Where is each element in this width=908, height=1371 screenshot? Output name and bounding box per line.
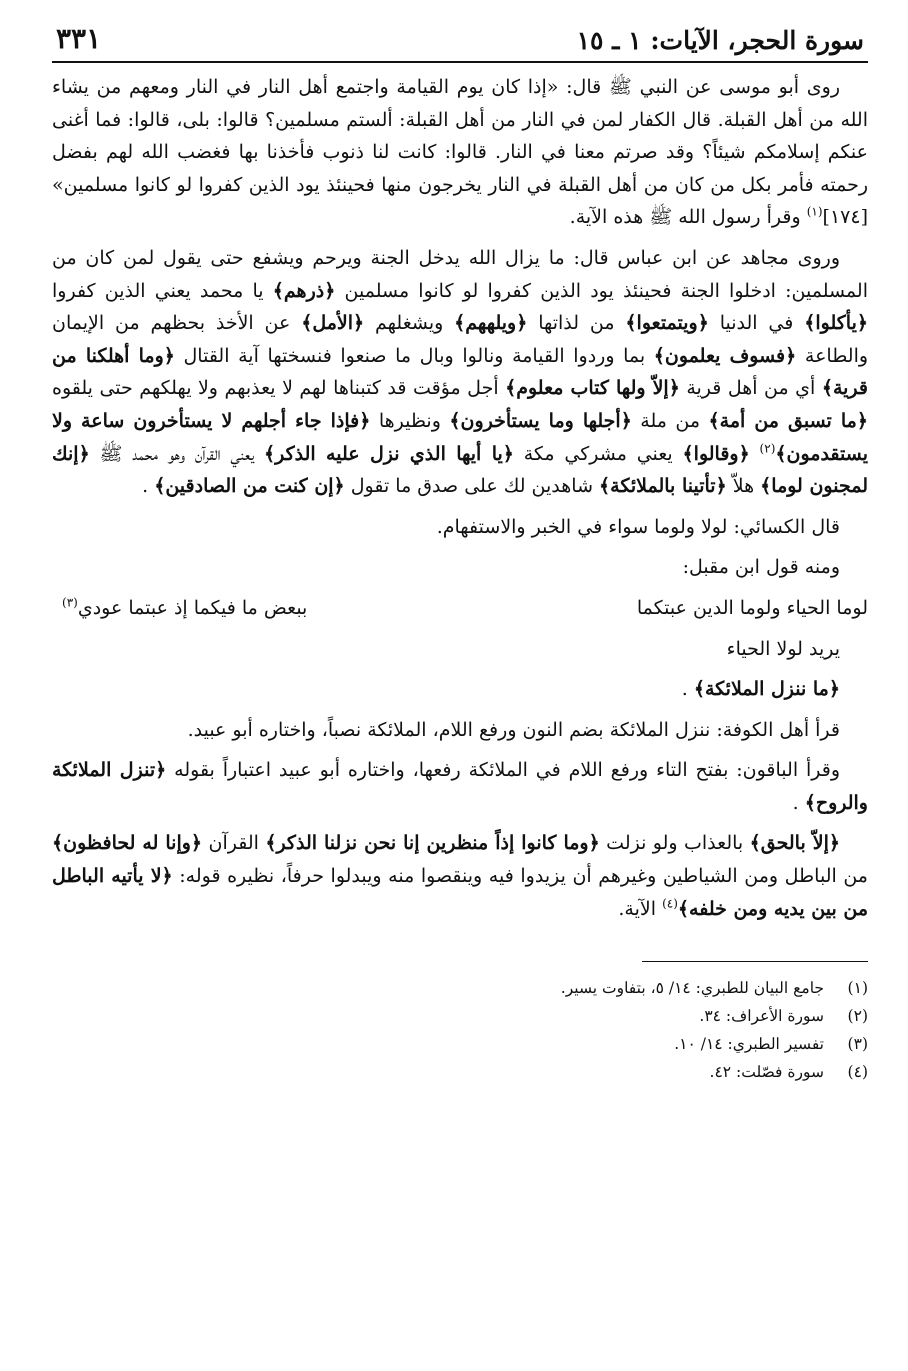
footnote-ref-3: (٣) <box>62 595 78 610</box>
text-run: . <box>142 475 155 498</box>
paragraph-8-text: وقرأ الباقون: بفتح التاء ورفع اللام في الملائكة رفعها، واختاره أبو عبيد اعتباراً بقوله <box>174 759 841 782</box>
footnotes <box>52 974 868 1086</box>
footnote-separator <box>642 961 868 962</box>
footnote-number: (٤) <box>847 1063 868 1082</box>
quran-quote: ﴿إن كنت من الصادقين﴾ <box>154 475 345 498</box>
paragraph-4: ومنه قول ابن مقبل: <box>682 556 840 579</box>
text-run: يعني القرآن وهو محمد ﷺ <box>89 442 264 465</box>
page-number: ٣٣١ <box>56 22 102 55</box>
text-run <box>750 443 760 465</box>
verse-second-hemistich: ببعض ما فيكما إذ عبتما عودي <box>77 596 308 619</box>
text-run: ونظيرها <box>370 409 450 432</box>
quran-quote: ﴿وما أهلكنا من قرية﴾ <box>52 344 868 400</box>
paragraph-6-end: . <box>681 678 694 701</box>
quran-quote: ﴿إلاّ بالحق﴾ <box>749 832 840 855</box>
quran-quote: ﴿وقالوا﴾ <box>682 442 750 465</box>
text-run: يعني مشركي مكة <box>513 442 683 465</box>
quran-quote: ﴿فسوف يعلمون﴾ <box>653 344 797 367</box>
quran-quote: ﴿يا أيها الذي نزل عليه الذكر﴾ <box>263 442 514 465</box>
quran-quote: ﴿يأكلوا﴾ <box>804 312 868 335</box>
text-run: ويشغلهم <box>364 312 455 335</box>
quran-quote: ﴿تأتينا بالملائكة﴾ <box>599 475 727 498</box>
footnote-number: (٣) <box>847 1035 868 1054</box>
paragraph-8-end: . <box>792 791 805 814</box>
footnote-ref-1: (١) <box>806 205 823 220</box>
header-title: سورة الحجر، الآيات: ١ ـ ١٥ <box>576 26 864 55</box>
footnote-ref: (٤) <box>662 896 678 911</box>
quran-quote: ﴿تنزل الملائكة والروح﴾ <box>52 759 868 814</box>
text-run: عن الأخذ بحظهم من الإيمان والطاعة <box>52 312 869 367</box>
paragraph-6 <box>52 673 868 706</box>
quran-quote: ﴿وإنا له لحافظون﴾ <box>52 832 203 855</box>
quran-quote: ﴿لا يأتيه الباطل من بين يديه ومن خلفه﴾ <box>52 865 868 920</box>
quran-quote: ﴿الأمل﴾ <box>301 312 365 335</box>
footnote-item <box>52 974 868 1002</box>
running-header <box>52 22 868 63</box>
paragraph-5: يريد لولا الحياء <box>726 637 840 660</box>
text-run: من لذاتها <box>527 312 626 335</box>
quran-quote: ﴿أجلها وما يستأخرون﴾ <box>449 409 632 432</box>
quran-quote: ﴿فإذا جاء أجلهم لا يستأخرون ساعة ولا يستقدمون﴾ <box>52 409 869 465</box>
text-run: في الدنيا <box>708 312 805 335</box>
quran-quote: ﴿ما تسبق من أمة﴾ <box>708 409 868 432</box>
quran-quote: ﴿ذرهم﴾ <box>272 279 336 302</box>
text-run: الآية. <box>618 897 663 920</box>
text-run: بالعذاب ولو نزلت <box>599 832 750 855</box>
paragraph-1-text: روى أبو موسى عن النبي ﷺ قال: «إذا كان يوم القيامة واجتمع أهل النار في النار ومعهم من يشاء الله من أهل القبلة. قال الكفار لمن في النار من أهل القبلة: ألستم مسلمين؟ قالوا: بلى، قالوا: فما أغنى عنكم إسلامكم شيئاً؟ وقد صرتم معنا في النار. قالوا: كانت لنا ذنوب فأخذنا بها فغضب الله لهم بفضل رحمته فأمر بكل من كان من أهل القبلة في النار يخرجون منها فحينئذ يود الذين كفروا لو كانوا مسلمين» [١٧٤] <box>52 76 868 229</box>
paragraph-7: قرأ أهل الكوفة: ننزل الملائكة بضم النون ورفع اللام، الملائكة نصباً، واختاره أبو عبيد. <box>187 718 840 741</box>
footnote-text: سورة الأعراف: ٣٤. <box>699 1007 824 1026</box>
quran-quote: ﴿إلاّ ولها كتاب معلوم﴾ <box>505 377 680 400</box>
verse-first-hemistich: لوما الحياء ولوما الدين عبتكما <box>636 596 868 619</box>
text-run: من ملة <box>631 409 709 432</box>
text-run: من الباطل ومن الشياطين وغيرهم أن يزيدوا فيه وينقصوا منه ويبدلوا حرفاً، نظيره قوله: <box>172 865 868 888</box>
paragraph-3: قال الكسائي: لولا ولوما سواء في الخبر والاستفهام. <box>436 515 840 538</box>
text-run: بما وردوا القيامة ونالوا وبال ما صنعوا فنسختها آية القتال <box>174 344 654 367</box>
paragraph-9 <box>52 827 868 925</box>
footnote-text: سورة فصّلت: ٤٢. <box>709 1063 824 1082</box>
poetry-verse <box>52 592 868 625</box>
quran-quote: ﴿ويتمتعوا﴾ <box>625 312 709 335</box>
paragraph-1 <box>52 71 868 234</box>
footnote-text: تفسير الطبري: ١٤/ ١٠. <box>674 1035 824 1054</box>
quran-quote: ﴿إنك لمجنون لوما﴾ <box>52 442 868 498</box>
paragraph-1-end: وقرأ رسول الله ﷺ هذه الآية. <box>569 206 807 229</box>
quran-quote: ﴿وما كانوا إذاً منظرين إنا نحن نزلنا الذكر﴾ <box>265 832 600 855</box>
text-run: القرآن <box>202 832 266 855</box>
text-run: هلاّ <box>726 475 761 498</box>
main-text <box>52 71 868 925</box>
paragraph-8 <box>52 754 868 819</box>
text-run: أجل مؤقت قد كتبناها لهم لا يعذبهم ولا يهلكهم حتى يلقوه <box>52 377 506 400</box>
quran-quote: ﴿ويلههم﴾ <box>454 312 528 335</box>
footnote-number: (١) <box>847 979 868 998</box>
footnote-ref: (٢) <box>759 441 776 456</box>
text-run: أي من أهل قرية <box>679 377 822 400</box>
footnote-text: جامع البيان للطبري: ١٤/ ٥، بتفاوت يسير. <box>560 979 824 998</box>
footnote-item <box>52 1002 868 1030</box>
footnote-item <box>52 1030 868 1058</box>
footnote-item <box>52 1058 868 1086</box>
quran-quote: ﴿ما ننزل الملائكة﴾ <box>693 678 840 701</box>
text-run: وروى مجاهد عن ابن عباس قال: ما يزال الله يدخل الجنة ويرحم ويشفع حتى يقول لمن كان من المسلمين: ادخلوا الجنة فحينئذ يود الذين كفروا لو كانوا مسلمين <box>52 246 868 302</box>
footnote-number: (٢) <box>847 1007 868 1026</box>
text-run: شاهدين لك على صدق ما تقول <box>344 475 600 498</box>
text-run: يا محمد يعني الذين كفروا <box>52 279 273 302</box>
verse-second-hemistich-wrap <box>62 592 307 625</box>
paragraph-2 <box>52 242 868 503</box>
